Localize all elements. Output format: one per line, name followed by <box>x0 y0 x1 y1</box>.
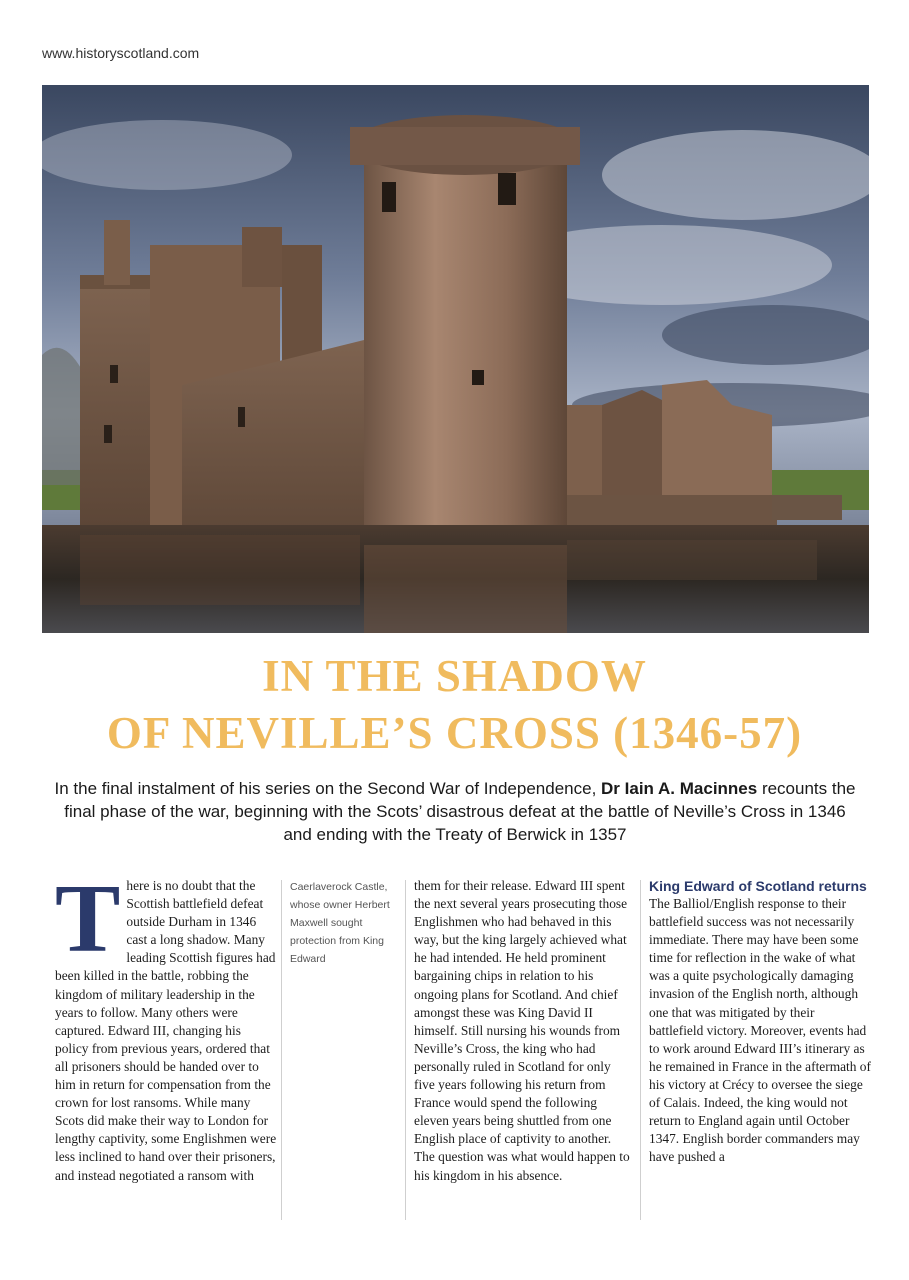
body-text-1: here is no doubt that the Scottish battlefield defeat outside Durham in 1346 cast a long shadow. Many leading Scottish figures had been killed in the battle, robbing the kingdom of military leadership in the years to follow. Many others were captured. Edward III, changing his policy from previous years, ordered that all prisoners should be handed over to him in return for compensation from the crown for lost ransoms. While many Scots did make their way to London for lengthy captivity, some Englishmen were less inclined to hand over their prisoners, and instead negotiated a ransom with <box>55 878 277 1183</box>
column-divider <box>640 880 641 1220</box>
body-column-1 <box>55 865 277 1185</box>
body-text-3: The Balliol/English response to their battlefield success was not necessarily immediate. There may have been some time for reflection in the wake of what was a quite psychologically damaging invasion of the English north, although one that was mitigated by their battlefield victory. Moreover, events had to work around Edward III’s itinerary as he remained in France in the aftermath of his victory at Crécy to oversee the siege of Calais. Indeed, the king would not return to England again until October 1347. English border commanders may have pushed a <box>649 896 871 1165</box>
body-text-2: them for their release. Edward III spent the next several years prosecuting those Englishmen who had behaved in this way, but the king largely achieved what he had intended. He held prominent bargaining chips in relation to his ongoing plans for Scotland. And chief amongst these was King David II himself. Still nursing his wounds from Neville’s Cross, the king who had personally ruled in Scotland for only five years following his return from France would spend the following eleven years being shuttled from one English place of captivity to another. The question was what would happen to his kingdom in his absence. <box>414 878 630 1183</box>
standfirst-rest: recounts the final phase of the war, beginning with the Scots’ disastrous defeat at the battle of Neville’s Cross in 1346 and ending with the Treaty of Berwick in 1357 <box>64 779 856 844</box>
title-line-1: IN THE SHADOW <box>262 651 647 701</box>
author-name: Dr Iain A. Macinnes <box>601 779 758 798</box>
section-subhead: King Edward of Scotland returns <box>649 878 867 894</box>
castle-photo <box>42 85 869 633</box>
article-title <box>0 648 909 762</box>
title-line-2: OF NEVILLE’S CROSS (1346-57) <box>106 708 803 758</box>
standfirst <box>50 777 860 846</box>
site-url[interactable]: www.historyscotland.com <box>42 45 200 61</box>
body-column-2 <box>414 877 634 1185</box>
column-divider <box>281 880 282 1220</box>
drop-cap: T <box>55 865 121 973</box>
column-divider <box>405 880 406 1220</box>
castle-illustration <box>42 85 869 633</box>
body-column-3 <box>649 877 871 1166</box>
standfirst-intro: In the final instalment of his series on the Second War of Independence, <box>54 779 602 798</box>
photo-caption: Caerlaverock Castle, whose owner Herbert Maxwell sought protection from King Edward <box>290 881 390 965</box>
